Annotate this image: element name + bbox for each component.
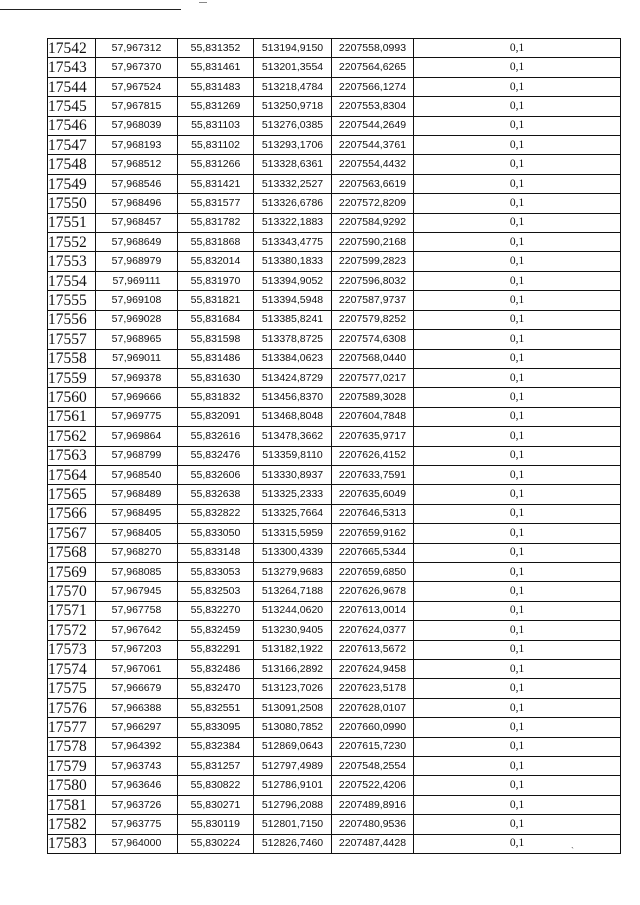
y-coordinate-cell: 2207633,7591 [332, 465, 414, 484]
longitude-cell: 55,831832 [178, 388, 254, 407]
x-coordinate-cell: 513293,1706 [254, 136, 332, 155]
x-coordinate-cell: 513201,3554 [254, 58, 332, 77]
latitude-cell: 57,968799 [96, 446, 178, 465]
point-number-cell: 17544 [48, 77, 96, 96]
table-row [48, 213, 621, 232]
x-coordinate-cell: 513276,0385 [254, 116, 332, 135]
x-coordinate-cell: 513264,7188 [254, 582, 332, 601]
table-row [48, 465, 621, 484]
error-value-cell: 0,1 [414, 116, 621, 135]
y-coordinate-cell: 2207568,0440 [332, 349, 414, 368]
table-row [48, 446, 621, 465]
error-value-cell: 0,1 [414, 621, 621, 640]
latitude-cell: 57,964392 [96, 737, 178, 756]
longitude-cell: 55,831421 [178, 174, 254, 193]
point-number-cell: 17546 [48, 116, 96, 135]
latitude-cell: 57,966388 [96, 698, 178, 717]
y-coordinate-cell: 2207577,0217 [332, 368, 414, 387]
x-coordinate-cell: 513182,1922 [254, 640, 332, 659]
error-value-cell: 0,1 [414, 737, 621, 756]
error-value-cell: 0,1 [414, 601, 621, 620]
latitude-cell: 57,968495 [96, 504, 178, 523]
latitude-cell: 57,967370 [96, 58, 178, 77]
table-row [48, 737, 621, 756]
latitude-cell: 57,967758 [96, 601, 178, 620]
table-row [48, 757, 621, 776]
point-number-cell: 17552 [48, 233, 96, 252]
y-coordinate-cell: 2207522,4206 [332, 776, 414, 795]
y-coordinate-cell: 2207635,6049 [332, 485, 414, 504]
point-number-cell: 17564 [48, 465, 96, 484]
point-number-cell: 17542 [48, 39, 96, 58]
longitude-cell: 55,831821 [178, 291, 254, 310]
y-coordinate-cell: 2207659,9162 [332, 524, 414, 543]
coordinates-table [47, 38, 621, 854]
error-value-cell: 0,1 [414, 446, 621, 465]
x-coordinate-cell: 513330,8937 [254, 465, 332, 484]
point-number-cell: 17581 [48, 795, 96, 814]
longitude-cell: 55,831102 [178, 136, 254, 155]
error-value-cell: 0,1 [414, 194, 621, 213]
table-row [48, 660, 621, 679]
point-number-cell: 17574 [48, 660, 96, 679]
x-coordinate-cell: 513468,8048 [254, 407, 332, 426]
longitude-cell: 55,833053 [178, 562, 254, 581]
longitude-cell: 55,830119 [178, 815, 254, 834]
table-row [48, 77, 621, 96]
point-number-cell: 17572 [48, 621, 96, 640]
x-coordinate-cell: 513218,4784 [254, 77, 332, 96]
table-row [48, 485, 621, 504]
table-row [48, 621, 621, 640]
x-coordinate-cell: 513194,9150 [254, 39, 332, 58]
error-value-cell: 0,1 [414, 155, 621, 174]
x-coordinate-cell: 512869,0643 [254, 737, 332, 756]
table-row [48, 116, 621, 135]
x-coordinate-cell: 513244,0620 [254, 601, 332, 620]
latitude-cell: 57,967945 [96, 582, 178, 601]
error-value-cell: 0,1 [414, 815, 621, 834]
longitude-cell: 55,831483 [178, 77, 254, 96]
error-value-cell: 0,1 [414, 291, 621, 310]
latitude-cell: 57,968270 [96, 543, 178, 562]
longitude-cell: 55,833050 [178, 524, 254, 543]
y-coordinate-cell: 2207646,5313 [332, 504, 414, 523]
point-number-cell: 17579 [48, 757, 96, 776]
point-number-cell: 17556 [48, 310, 96, 329]
error-value-cell: 0,1 [414, 77, 621, 96]
x-coordinate-cell: 513325,7664 [254, 504, 332, 523]
y-coordinate-cell: 2207596,8032 [332, 271, 414, 290]
point-number-cell: 17557 [48, 330, 96, 349]
x-coordinate-cell: 513424,8729 [254, 368, 332, 387]
y-coordinate-cell: 2207665,5344 [332, 543, 414, 562]
latitude-cell: 57,969111 [96, 271, 178, 290]
latitude-cell: 57,969864 [96, 427, 178, 446]
y-coordinate-cell: 2207604,7848 [332, 407, 414, 426]
longitude-cell: 55,831577 [178, 194, 254, 213]
y-coordinate-cell: 2207615,7230 [332, 737, 414, 756]
longitude-cell: 55,831630 [178, 368, 254, 387]
y-coordinate-cell: 2207587,9737 [332, 291, 414, 310]
longitude-cell: 55,830822 [178, 776, 254, 795]
error-value-cell: 0,1 [414, 213, 621, 232]
x-coordinate-cell: 512801,7150 [254, 815, 332, 834]
x-coordinate-cell: 513394,9052 [254, 271, 332, 290]
latitude-cell: 57,967524 [96, 77, 178, 96]
point-number-cell: 17555 [48, 291, 96, 310]
longitude-cell: 55,831684 [178, 310, 254, 329]
table-row [48, 155, 621, 174]
table-row [48, 252, 621, 271]
latitude-cell: 57,968039 [96, 116, 178, 135]
latitude-cell: 57,963775 [96, 815, 178, 834]
table-row [48, 97, 621, 116]
longitude-cell: 55,831269 [178, 97, 254, 116]
error-value-cell: 0,1 [414, 698, 621, 717]
longitude-cell: 55,832606 [178, 465, 254, 484]
y-coordinate-cell: 2207584,9292 [332, 213, 414, 232]
table-row [48, 349, 621, 368]
x-coordinate-cell: 513325,2333 [254, 485, 332, 504]
table-row [48, 310, 621, 329]
x-coordinate-cell: 513385,8241 [254, 310, 332, 329]
latitude-cell: 57,963743 [96, 757, 178, 776]
latitude-cell: 57,969378 [96, 368, 178, 387]
latitude-cell: 57,966679 [96, 679, 178, 698]
longitude-cell: 55,832486 [178, 660, 254, 679]
table-row [48, 291, 621, 310]
error-value-cell: 0,1 [414, 58, 621, 77]
error-value-cell: 0,1 [414, 718, 621, 737]
latitude-cell: 57,968965 [96, 330, 178, 349]
y-coordinate-cell: 2207624,0377 [332, 621, 414, 640]
y-coordinate-cell: 2207623,5178 [332, 679, 414, 698]
table-row [48, 136, 621, 155]
y-coordinate-cell: 2207564,6265 [332, 58, 414, 77]
longitude-cell: 55,831461 [178, 58, 254, 77]
point-number-cell: 17549 [48, 174, 96, 193]
latitude-cell: 57,967312 [96, 39, 178, 58]
error-value-cell: 0,1 [414, 640, 621, 659]
x-coordinate-cell: 513456,8370 [254, 388, 332, 407]
table-row [48, 776, 621, 795]
x-coordinate-cell: 513378,8725 [254, 330, 332, 349]
error-value-cell: 0,1 [414, 485, 621, 504]
longitude-cell: 55,832470 [178, 679, 254, 698]
y-coordinate-cell: 2207626,9678 [332, 582, 414, 601]
point-number-cell: 17583 [48, 834, 96, 853]
error-value-cell: 0,1 [414, 330, 621, 349]
latitude-cell: 57,969775 [96, 407, 178, 426]
point-number-cell: 17547 [48, 136, 96, 155]
longitude-cell: 55,832091 [178, 407, 254, 426]
point-number-cell: 17570 [48, 582, 96, 601]
error-value-cell: 0,1 [414, 524, 621, 543]
x-coordinate-cell: 513384,0623 [254, 349, 332, 368]
point-number-cell: 17543 [48, 58, 96, 77]
latitude-cell: 57,967061 [96, 660, 178, 679]
longitude-cell: 55,833148 [178, 543, 254, 562]
latitude-cell: 57,967642 [96, 621, 178, 640]
x-coordinate-cell: 513332,2527 [254, 174, 332, 193]
y-coordinate-cell: 2207626,4152 [332, 446, 414, 465]
y-coordinate-cell: 2207563,6619 [332, 174, 414, 193]
point-number-cell: 17577 [48, 718, 96, 737]
point-number-cell: 17563 [48, 446, 96, 465]
table-row [48, 679, 621, 698]
table-row [48, 582, 621, 601]
point-number-cell: 17561 [48, 407, 96, 426]
table-row [48, 407, 621, 426]
error-value-cell: 0,1 [414, 39, 621, 58]
table-row [48, 194, 621, 213]
table-row [48, 504, 621, 523]
error-value-cell: 0,1 [414, 174, 621, 193]
error-value-cell: 0,1 [414, 465, 621, 484]
latitude-cell: 57,968979 [96, 252, 178, 271]
page-top-mark [199, 2, 207, 3]
error-value-cell: 0,1 [414, 776, 621, 795]
longitude-cell: 55,831257 [178, 757, 254, 776]
table-row [48, 58, 621, 77]
error-value-cell: 0,1 [414, 407, 621, 426]
longitude-cell: 55,831352 [178, 39, 254, 58]
longitude-cell: 55,832384 [178, 737, 254, 756]
longitude-cell: 55,830224 [178, 834, 254, 853]
x-coordinate-cell: 513123,7026 [254, 679, 332, 698]
table-row [48, 640, 621, 659]
error-value-cell: 0,1 [414, 757, 621, 776]
table-row [48, 601, 621, 620]
point-number-cell: 17576 [48, 698, 96, 717]
error-value-cell: 0,1 [414, 233, 621, 252]
longitude-cell: 55,831103 [178, 116, 254, 135]
x-coordinate-cell: 513315,5959 [254, 524, 332, 543]
y-coordinate-cell: 2207558,0993 [332, 39, 414, 58]
latitude-cell: 57,964000 [96, 834, 178, 853]
latitude-cell: 57,968512 [96, 155, 178, 174]
y-coordinate-cell: 2207554,4432 [332, 155, 414, 174]
x-coordinate-cell: 513359,8110 [254, 446, 332, 465]
longitude-cell: 55,832638 [178, 485, 254, 504]
x-coordinate-cell: 513380,1833 [254, 252, 332, 271]
page-top-rule [0, 9, 181, 10]
y-coordinate-cell: 2207613,0014 [332, 601, 414, 620]
x-coordinate-cell: 513230,9405 [254, 621, 332, 640]
point-number-cell: 17566 [48, 504, 96, 523]
error-value-cell: 0,1 [414, 795, 621, 814]
x-coordinate-cell: 513478,3662 [254, 427, 332, 446]
table-row [48, 427, 621, 446]
y-coordinate-cell: 2207574,6308 [332, 330, 414, 349]
longitude-cell: 55,832476 [178, 446, 254, 465]
point-number-cell: 17553 [48, 252, 96, 271]
x-coordinate-cell: 513394,5948 [254, 291, 332, 310]
error-value-cell: 0,1 [414, 136, 621, 155]
point-number-cell: 17580 [48, 776, 96, 795]
error-value-cell: 0,1 [414, 679, 621, 698]
y-coordinate-cell: 2207480,9536 [332, 815, 414, 834]
longitude-cell: 55,831266 [178, 155, 254, 174]
stray-mark: ` [571, 846, 574, 856]
table-row [48, 524, 621, 543]
x-coordinate-cell: 513080,7852 [254, 718, 332, 737]
table-row [48, 233, 621, 252]
table-row [48, 795, 621, 814]
longitude-cell: 55,831598 [178, 330, 254, 349]
latitude-cell: 57,967815 [96, 97, 178, 116]
table-row [48, 834, 621, 853]
x-coordinate-cell: 513328,6361 [254, 155, 332, 174]
longitude-cell: 55,832459 [178, 621, 254, 640]
x-coordinate-cell: 512797,4989 [254, 757, 332, 776]
point-number-cell: 17567 [48, 524, 96, 543]
table-row [48, 388, 621, 407]
x-coordinate-cell: 513343,4775 [254, 233, 332, 252]
point-number-cell: 17582 [48, 815, 96, 834]
y-coordinate-cell: 2207590,2168 [332, 233, 414, 252]
y-coordinate-cell: 2207579,8252 [332, 310, 414, 329]
longitude-cell: 55,832503 [178, 582, 254, 601]
point-number-cell: 17578 [48, 737, 96, 756]
error-value-cell: 0,1 [414, 388, 621, 407]
longitude-cell: 55,832291 [178, 640, 254, 659]
y-coordinate-cell: 2207548,2554 [332, 757, 414, 776]
y-coordinate-cell: 2207487,4428 [332, 834, 414, 853]
y-coordinate-cell: 2207572,8209 [332, 194, 414, 213]
error-value-cell: 0,1 [414, 349, 621, 368]
longitude-cell: 55,831970 [178, 271, 254, 290]
latitude-cell: 57,969108 [96, 291, 178, 310]
x-coordinate-cell: 513326,6786 [254, 194, 332, 213]
longitude-cell: 55,830271 [178, 795, 254, 814]
longitude-cell: 55,831868 [178, 233, 254, 252]
table-row [48, 815, 621, 834]
latitude-cell: 57,969011 [96, 349, 178, 368]
table-row [48, 330, 621, 349]
y-coordinate-cell: 2207566,1274 [332, 77, 414, 96]
y-coordinate-cell: 2207660,0990 [332, 718, 414, 737]
point-number-cell: 17554 [48, 271, 96, 290]
longitude-cell: 55,831782 [178, 213, 254, 232]
coordinates-table-body [48, 39, 621, 854]
latitude-cell: 57,963646 [96, 776, 178, 795]
x-coordinate-cell: 513322,1883 [254, 213, 332, 232]
latitude-cell: 57,968085 [96, 562, 178, 581]
error-value-cell: 0,1 [414, 660, 621, 679]
latitude-cell: 57,966297 [96, 718, 178, 737]
latitude-cell: 57,968540 [96, 465, 178, 484]
x-coordinate-cell: 513091,2508 [254, 698, 332, 717]
error-value-cell: 0,1 [414, 97, 621, 116]
table-row [48, 698, 621, 717]
y-coordinate-cell: 2207589,3028 [332, 388, 414, 407]
longitude-cell: 55,832270 [178, 601, 254, 620]
point-number-cell: 17573 [48, 640, 96, 659]
table-row [48, 271, 621, 290]
point-number-cell: 17568 [48, 543, 96, 562]
latitude-cell: 57,969028 [96, 310, 178, 329]
point-number-cell: 17575 [48, 679, 96, 698]
point-number-cell: 17548 [48, 155, 96, 174]
latitude-cell: 57,967203 [96, 640, 178, 659]
y-coordinate-cell: 2207489,8916 [332, 795, 414, 814]
table-row [48, 562, 621, 581]
point-number-cell: 17571 [48, 601, 96, 620]
point-number-cell: 17560 [48, 388, 96, 407]
latitude-cell: 57,969666 [96, 388, 178, 407]
y-coordinate-cell: 2207659,6850 [332, 562, 414, 581]
longitude-cell: 55,832616 [178, 427, 254, 446]
latitude-cell: 57,968649 [96, 233, 178, 252]
y-coordinate-cell: 2207553,8304 [332, 97, 414, 116]
point-number-cell: 17551 [48, 213, 96, 232]
point-number-cell: 17559 [48, 368, 96, 387]
longitude-cell: 55,831486 [178, 349, 254, 368]
latitude-cell: 57,968405 [96, 524, 178, 543]
table-row [48, 39, 621, 58]
point-number-cell: 17545 [48, 97, 96, 116]
x-coordinate-cell: 512826,7460 [254, 834, 332, 853]
x-coordinate-cell: 513300,4339 [254, 543, 332, 562]
error-value-cell: 0,1 [414, 368, 621, 387]
latitude-cell: 57,968193 [96, 136, 178, 155]
x-coordinate-cell: 513279,9683 [254, 562, 332, 581]
x-coordinate-cell: 512786,9101 [254, 776, 332, 795]
y-coordinate-cell: 2207635,9717 [332, 427, 414, 446]
y-coordinate-cell: 2207544,3761 [332, 136, 414, 155]
point-number-cell: 17569 [48, 562, 96, 581]
error-value-cell: 0,1 [414, 543, 621, 562]
error-value-cell: 0,1 [414, 427, 621, 446]
longitude-cell: 55,832822 [178, 504, 254, 523]
y-coordinate-cell: 2207628,0107 [332, 698, 414, 717]
error-value-cell: 0,1 [414, 252, 621, 271]
error-value-cell: 0,1 [414, 582, 621, 601]
latitude-cell: 57,968457 [96, 213, 178, 232]
latitude-cell: 57,963726 [96, 795, 178, 814]
y-coordinate-cell: 2207544,2649 [332, 116, 414, 135]
latitude-cell: 57,968496 [96, 194, 178, 213]
x-coordinate-cell: 513166,2892 [254, 660, 332, 679]
latitude-cell: 57,968489 [96, 485, 178, 504]
table-row [48, 718, 621, 737]
longitude-cell: 55,832014 [178, 252, 254, 271]
error-value-cell: 0,1 [414, 271, 621, 290]
y-coordinate-cell: 2207613,5672 [332, 640, 414, 659]
point-number-cell: 17565 [48, 485, 96, 504]
error-value-cell: 0,1 [414, 310, 621, 329]
error-value-cell: 0,1 [414, 834, 621, 853]
latitude-cell: 57,968546 [96, 174, 178, 193]
longitude-cell: 55,832551 [178, 698, 254, 717]
point-number-cell: 17558 [48, 349, 96, 368]
table-row [48, 368, 621, 387]
point-number-cell: 17550 [48, 194, 96, 213]
error-value-cell: 0,1 [414, 562, 621, 581]
x-coordinate-cell: 513250,9718 [254, 97, 332, 116]
table-row [48, 174, 621, 193]
x-coordinate-cell: 512796,2088 [254, 795, 332, 814]
longitude-cell: 55,833095 [178, 718, 254, 737]
y-coordinate-cell: 2207599,2823 [332, 252, 414, 271]
table-row [48, 543, 621, 562]
error-value-cell: 0,1 [414, 504, 621, 523]
y-coordinate-cell: 2207624,9458 [332, 660, 414, 679]
point-number-cell: 17562 [48, 427, 96, 446]
